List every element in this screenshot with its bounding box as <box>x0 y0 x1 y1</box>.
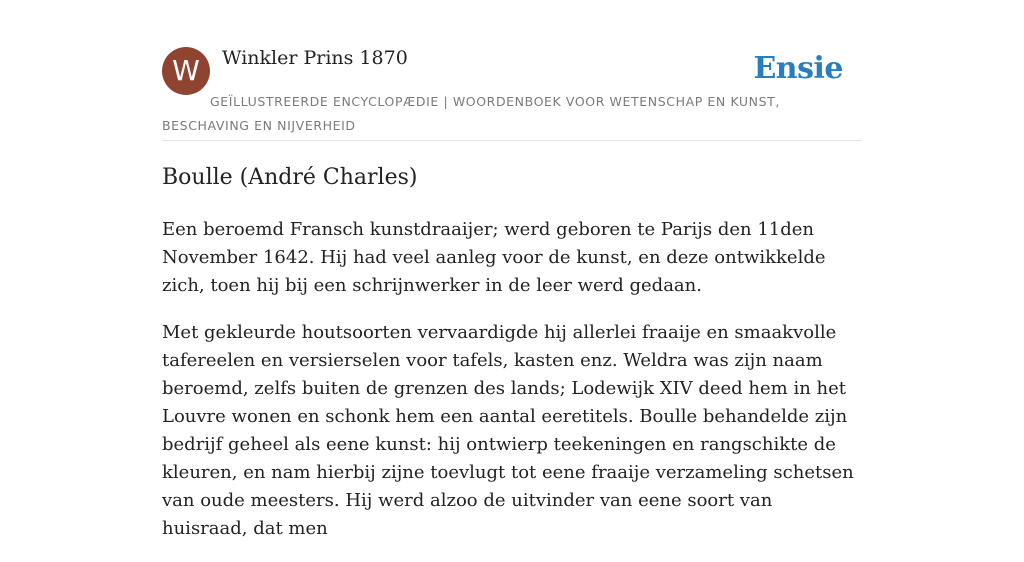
entry-paragraph: Een beroemd Fransch kunstdraaijer; werd geboren te Parijs den 11den November 1642. Hij had veel aanleg voor de kunst, en deze ontwikkelde zich, toen hij bij een schrijnwerker in de leer werd gedaan. <box>162 219 826 296</box>
source-header <box>162 45 862 141</box>
entry-body <box>162 216 862 562</box>
entry-paragraph: Met gekleurde houtsoorten vervaardigde hij allerlei fraaije en smaakvolle tafereelen en versierselen voor tafels, kasten enz. Weldra was zijn naam beroemd, zelfs buiten de grenzen des lands; Lodewijk XIV deed hem in het Louvre wonen en schonk hem een aantal eeretitels. Boulle behandelde zijn bedrijf geheel als eene kunst: hij ontwierp teekeningen en rangschikte de kleuren, en nam hierbij zijne toevlugt tot eene fraaije verzameling schetsen van oude meesters. Hij werd alzoo de uitvinder van eene soort van huisraad, dat men <box>162 322 854 539</box>
ensie-logo[interactable]: Ensie <box>753 51 843 86</box>
source-avatar[interactable]: W <box>162 47 210 95</box>
entry-title: Boulle (André Charles) <box>162 165 418 190</box>
source-subtitle: GEÏLLUSTREERDE ENCYCLOPÆDIE | WOORDENBOEK VOOR WETENSCHAP EN KUNST, BESCHAVING EN NIJVERHEID <box>162 94 780 133</box>
source-title-link[interactable]: Winkler Prins 1870 <box>222 47 408 69</box>
